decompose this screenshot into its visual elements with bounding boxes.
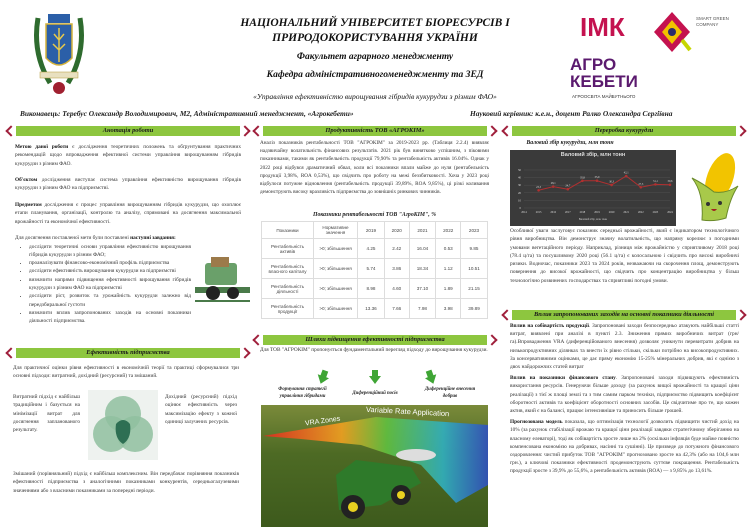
impact-text: Вплив на собівартість продукції. Запропоновані заходи безпосередньо атакують найбільші статті витрат, виявлені при аналізі в пункті 2.3. Зниження прямих виробничих витрат (грн/га).Впровадження VRA (диференційованого внесення) дозволяє уникнути перевитрати добрив на низькопродуктивних ділянках та внести їх рівно стільки, скільки потрібно на високопродуктивних. За консервативними оцінками, це дає пряму економію 15-25% мінеральних добрив, які є однією з двох найдорожчих статей витрат Вплив на показники фінансового стану. Запропоновані заходи підвищують ефективність використання ресурсів. Генеруючи більше доходу (за рахунок вищої врожайності та кращої ціни реалізації) з тієї ж площі землі та з тим самим парком техніки, підприємство підвищить коефіцієнт оборотності активів та коефіцієнт оборотності основних засобів. Це свідчитиме про те, що кожен актив, який є на балансі, працює інтенсивніше та приносить більше грошей. Прогнозована модель показала, що оптимізація технології дозволить підвищити чистий дохід на 10% (за рахунок стабілізації врожаю та кращої ціни реалізації завдяки стратегічному зберіганню на власному елеваторі), тоді як собівартість зросте лише на 2% (оскільки інфляція буде майже повністю компенсована економією на добривах, насінні та сушінні). Це призведе до потужного фінансового оздоровлення: чистий прибуток ТОВ "АГРОКІМ" прогнозовано зросте на 42,3% (або на 104,6 млн грн.), а ключові показники ефективності продемонструють суттєве покращення. Рентабельність продукції зросте з 39,9% до 55,6%, а рентабельність активів (ROA) — з 9,85% до 13,61%. bbox=[510, 323, 739, 475]
data-label: 27,3 bbox=[638, 182, 644, 186]
table-cell: 37.10 bbox=[409, 279, 436, 299]
table-cell: Рентабельність діяльності bbox=[262, 279, 314, 299]
annotation-text: Метою даної роботи є дослідження теоретичних положень та обґрунтування практичних рекомендацій щодо впровадження ефективної системи управління вирощуванням гібридів кукурудзи з різним ФАО. Об'єктом дослідження виступає система управління ефективністю вирощування гібридів кукурудзи з різним ФАО на підприємстві. Предметом дослідження є процес управління вирощуванням гібридів кукурудзи, що охоплює етапи планування, організації, контролю та аналізу, спрямовані на досягнення максимальної врожайності та економічної ефективності. Для досягнення поставленої мети були поставлені наступні завдання: • дослідити теоретичні основи управління ефективністю вирощування гібридів кукурудзи з різним ФАО; • проаналізувати фінансово-економічний профіль підприємства • дослідити ефективність вирощування кукурудзи на підприємстві • визначити напрями підвищення ефективності вирощування гібридів кукурудзи з різним ФАО на підприємстві • дослідити ріст, розвиток та урожайність кукурудзи залежно від передзбиральної густоти • визначити вплив запропонованих заходів на основні показники діяльності підприємства. bbox=[15, 143, 241, 326]
table-cell: 0.53 bbox=[436, 239, 461, 259]
table-row bbox=[262, 279, 488, 299]
section-productivity: Продуктивність ТОВ «АГРОКІМ» bbox=[263, 126, 487, 136]
list-item: • визначити напрями підвищення ефективності вирощування гібридів кукурудзи з різним ФАО на підприємстві bbox=[29, 276, 191, 293]
table-cell: Рентабельність активів bbox=[262, 239, 314, 259]
y-tick-label: 50 bbox=[518, 168, 521, 172]
data-label: 30,6 bbox=[667, 180, 673, 184]
way-item: Диференційне внесення добрив bbox=[424, 387, 476, 399]
y-tick-label: 0 bbox=[519, 206, 521, 210]
table-cell: >0; збільшення bbox=[314, 299, 358, 319]
chart-caption: Валовий збір кукурудзи, млн тонн bbox=[526, 140, 614, 146]
corn-mascot bbox=[682, 148, 742, 228]
harvester-illustration bbox=[195, 255, 250, 315]
y-tick-label: 20 bbox=[518, 190, 521, 195]
tasks-list bbox=[15, 243, 191, 326]
table-cell: 8.98 bbox=[358, 279, 385, 299]
section-impact: Вплив запропонованих заходів на основні показники діяльності bbox=[512, 310, 736, 320]
table-cell: 4.25 bbox=[358, 239, 385, 259]
data-point bbox=[552, 185, 555, 188]
x-tick-label: 2016 bbox=[550, 211, 556, 214]
chart-legend: Валовий збір, млн тонн bbox=[578, 218, 608, 221]
table-cell: 1.12 bbox=[436, 259, 461, 279]
x-tick-label: 2022 bbox=[638, 211, 644, 214]
faculty: Факультет аграрного менеджменту bbox=[296, 52, 454, 62]
way-item: Диференційний посів bbox=[352, 391, 398, 396]
data-label: 31,1 bbox=[652, 179, 658, 183]
ways-text: Для ТОВ "АГРОКІМ" пропонується фундаментальний перегляд підходу до вирощування кукурудзи. bbox=[260, 347, 488, 353]
table-cell: 4.60 bbox=[384, 279, 409, 299]
table-cell: 3.98 bbox=[436, 299, 461, 319]
data-label: 24,7 bbox=[565, 184, 571, 188]
table-row bbox=[262, 259, 488, 279]
supervisor: Науковий керівник: к.е.н., доцент Ралко Олександра Сергіївна bbox=[470, 109, 673, 118]
data-point bbox=[610, 184, 613, 187]
table-cell: >0; збільшення bbox=[314, 279, 358, 299]
topic: «Управління ефективністю вирощування гібридів кукурудзи з різним ФАО» bbox=[253, 92, 497, 101]
arrow-down-icon bbox=[369, 376, 381, 384]
profitability-table: Показники Нормативне значення 2019 2020 2021 2022 2023 Рентабельність активів >0; збільшення 4.25 2.42 16.04 0.53 9.85 Рентабельність власного капіталу >0; збільшення 5.74 3.86 18.34 1.12 10.51 Рентабельність діяльності >0; збільшення 8.98 4.60 37.10 1.89 21.15 Рентабельність продукції >0; збільшення 13.36 7.66 7.98 3.98 39.89 bbox=[261, 221, 488, 319]
data-label: 42,1 bbox=[623, 171, 629, 175]
income-approach: Дохідний (ресурсний) підхід оцінює ефективність через максимізацію ефекту з кожної одиниці залучених ресурсів. bbox=[165, 394, 237, 425]
productivity-text: Аналіз показників рентабельності ТОВ "АГРОКІМ" за 2019-2023 рр. (Таблиця 2.2.4) виявляє надзвичайну волатильність фінансових результатів. 2021 рік був винятково успішним, з піковими показниками, такими як рентабельність продукції 79,90% та рентабельність активів 16.04%. Однак у 2022 році відбувся драматичний обвал, коли всі показники впали майже до нуля (рентабельність продукції 3,98%, ROA 0,53%), що свідчить про роботу на межі беззбитковості. Хоча у 2023 році відбулося потужне відновлення (рентабельність продукції 39,89%, ROA 9,85%), ці різкі коливання демонструють високу вразливість підприємства до зовнішніх ринкових чинників. bbox=[260, 140, 489, 196]
x-tick-label: 2021 bbox=[623, 211, 629, 214]
harvest-chart bbox=[510, 150, 676, 226]
list-item: • дослідити ефективність вирощування кукурудзи на підприємстві bbox=[29, 267, 191, 275]
x-tick-label: 2020 bbox=[608, 211, 615, 214]
table-cell: 1.89 bbox=[436, 279, 461, 299]
agrokebety-logo: АГРО КЕБЕТИ АГРООСВІТА МАЙБУТНЬОГО bbox=[570, 55, 638, 99]
x-tick-label: 2024 bbox=[667, 211, 673, 214]
data-point bbox=[567, 188, 570, 191]
department: Кафедра адміністративногоменеджменту та ЗЕД bbox=[266, 70, 484, 80]
section-efficiency: Ефективність підприємства bbox=[16, 348, 240, 358]
x-tick-label: 2023 bbox=[652, 211, 659, 214]
arrow-down-icon bbox=[315, 374, 329, 386]
section-annotation: Анотація роботи bbox=[16, 126, 240, 136]
table-cell: 10.51 bbox=[461, 259, 488, 279]
data-point bbox=[537, 189, 540, 192]
mixed-approach: Змішаний (порівняльний) підхід є найбільш комплексним. Він передбачає порівняння показників ефективності підприємства з аналогічними показниками конкурентів, середньогалузевими значеннями або з власними показниками за попередні періоди. bbox=[13, 471, 239, 494]
list-item: • визначити вплив запропонованих заходів на основні показники діяльності підприємства. bbox=[29, 309, 191, 326]
section-ways: Шляхи підвищення ефективності підприємства bbox=[263, 335, 487, 345]
y-tick-label: 40 bbox=[518, 175, 521, 180]
vra-image: Variable Rate Application VRA Zones bbox=[261, 405, 488, 527]
table-cell: 9.85 bbox=[461, 239, 488, 259]
university-name: НАЦІОНАЛЬНИЙ УНІВЕРСИТЕТ БІОРЕСУРСІВ І ПРИРОДОКОРИСТУВАННЯ УКРАЇНИ bbox=[240, 17, 510, 44]
data-point bbox=[625, 175, 628, 178]
list-item: • дослідити теоретичні основи управління ефективністю вирощування гібридів кукурудзи з різним ФАО; bbox=[29, 243, 191, 260]
way-item: Формування стратегії управління гібридами bbox=[278, 387, 327, 399]
author: Виконавець: Теребус Олександр Володимирович, М2, Адміністративний менеджмент, «Агрокебети» bbox=[20, 109, 354, 118]
table-caption: Показники рентабельності ТОВ "АгроКІМ", % bbox=[312, 212, 437, 218]
y-tick-label: 30 bbox=[518, 183, 521, 188]
efficiency-intro: Для практичної оцінки рівня ефективності в економічній теорії та практиці сформувалися три основні підходи: витратний, дохідний (ресурсний) та змішаний. bbox=[13, 365, 239, 380]
data-point bbox=[596, 179, 599, 182]
table-row bbox=[262, 239, 488, 259]
imk-logo: ІМК SMART GREEN COMPANY bbox=[580, 10, 740, 55]
data-point bbox=[640, 186, 643, 189]
table-cell: Рентабельність продукції bbox=[262, 299, 314, 319]
table-cell: 21.15 bbox=[461, 279, 488, 299]
data-label: 30,3 bbox=[609, 180, 615, 184]
table-cell: >0; збільшення bbox=[314, 239, 358, 259]
table-cell: 13.36 bbox=[358, 299, 385, 319]
x-tick-label: 2018 bbox=[579, 211, 586, 214]
cost-approach: Витратний підхід є найбільш традиційним і базується на мінімізації витрат для досягнення запланованого результату. bbox=[13, 394, 80, 434]
table-row bbox=[262, 299, 488, 319]
table-cell: 7.66 bbox=[384, 299, 409, 319]
table-cell: 3.86 bbox=[384, 259, 409, 279]
data-label: 35,9 bbox=[594, 176, 600, 180]
x-tick-label: 2015 bbox=[535, 211, 542, 214]
data-point bbox=[654, 183, 657, 186]
list-item: • проаналізувати фінансово-економічний профіль підприємства bbox=[29, 259, 191, 267]
table-cell: 7.98 bbox=[409, 299, 436, 319]
x-tick-label: 2019 bbox=[594, 211, 600, 214]
venn-diagram bbox=[88, 390, 158, 460]
x-tick-label: 2014 bbox=[521, 211, 527, 214]
y-tick-label: 10 bbox=[518, 198, 521, 203]
table-cell: 5.74 bbox=[358, 259, 385, 279]
series-line bbox=[539, 176, 670, 190]
list-item: • дослідити ріст, розвиток та урожайність кукурудзи залежно від передзбиральної густоти bbox=[29, 292, 191, 309]
table-cell: >0; збільшення bbox=[314, 259, 358, 279]
data-point bbox=[669, 183, 672, 186]
table-cell: 16.04 bbox=[409, 239, 436, 259]
table-cell: Рентабельність власного капіталу bbox=[262, 259, 314, 279]
table-cell: 2.42 bbox=[384, 239, 409, 259]
chart-title: Валовий збір, млн тонн bbox=[560, 152, 626, 158]
data-label: 23,3 bbox=[536, 185, 542, 189]
table-cell: 18.34 bbox=[409, 259, 436, 279]
section-processing: Переробка кукурудзи bbox=[512, 126, 736, 136]
processing-text: Особливої уваги заслуговує показник середньої врожайності, який є індикатором технологічного рівня виробництва. Він демонструє значну волатильність, що напряму корелює з погодними умовами вегетаційного періоду. Наприклад, різниця між врожайністю у сприятливому 2018 році (78.4 ц/га) та посушливому 2020 році (56.1 ц/га) є колосальною і свідчить про високі виробничі ризики. Водночас, показники 2023 та 2024 років, незважаючи на скорочення площ, демонструють повернення до високої врожайності, що свідчить про концентрацію виробництва у більш технологічно розвинених господарствах та сприятливі погодні умови. bbox=[510, 228, 739, 284]
arrow-down-icon bbox=[425, 374, 439, 386]
data-label: 35,8 bbox=[579, 176, 585, 180]
university-logo bbox=[30, 8, 88, 98]
data-label: 28,1 bbox=[550, 182, 556, 186]
table-cell: 39.89 bbox=[461, 299, 488, 319]
x-tick-label: 2017 bbox=[565, 211, 571, 214]
data-point bbox=[581, 179, 584, 182]
